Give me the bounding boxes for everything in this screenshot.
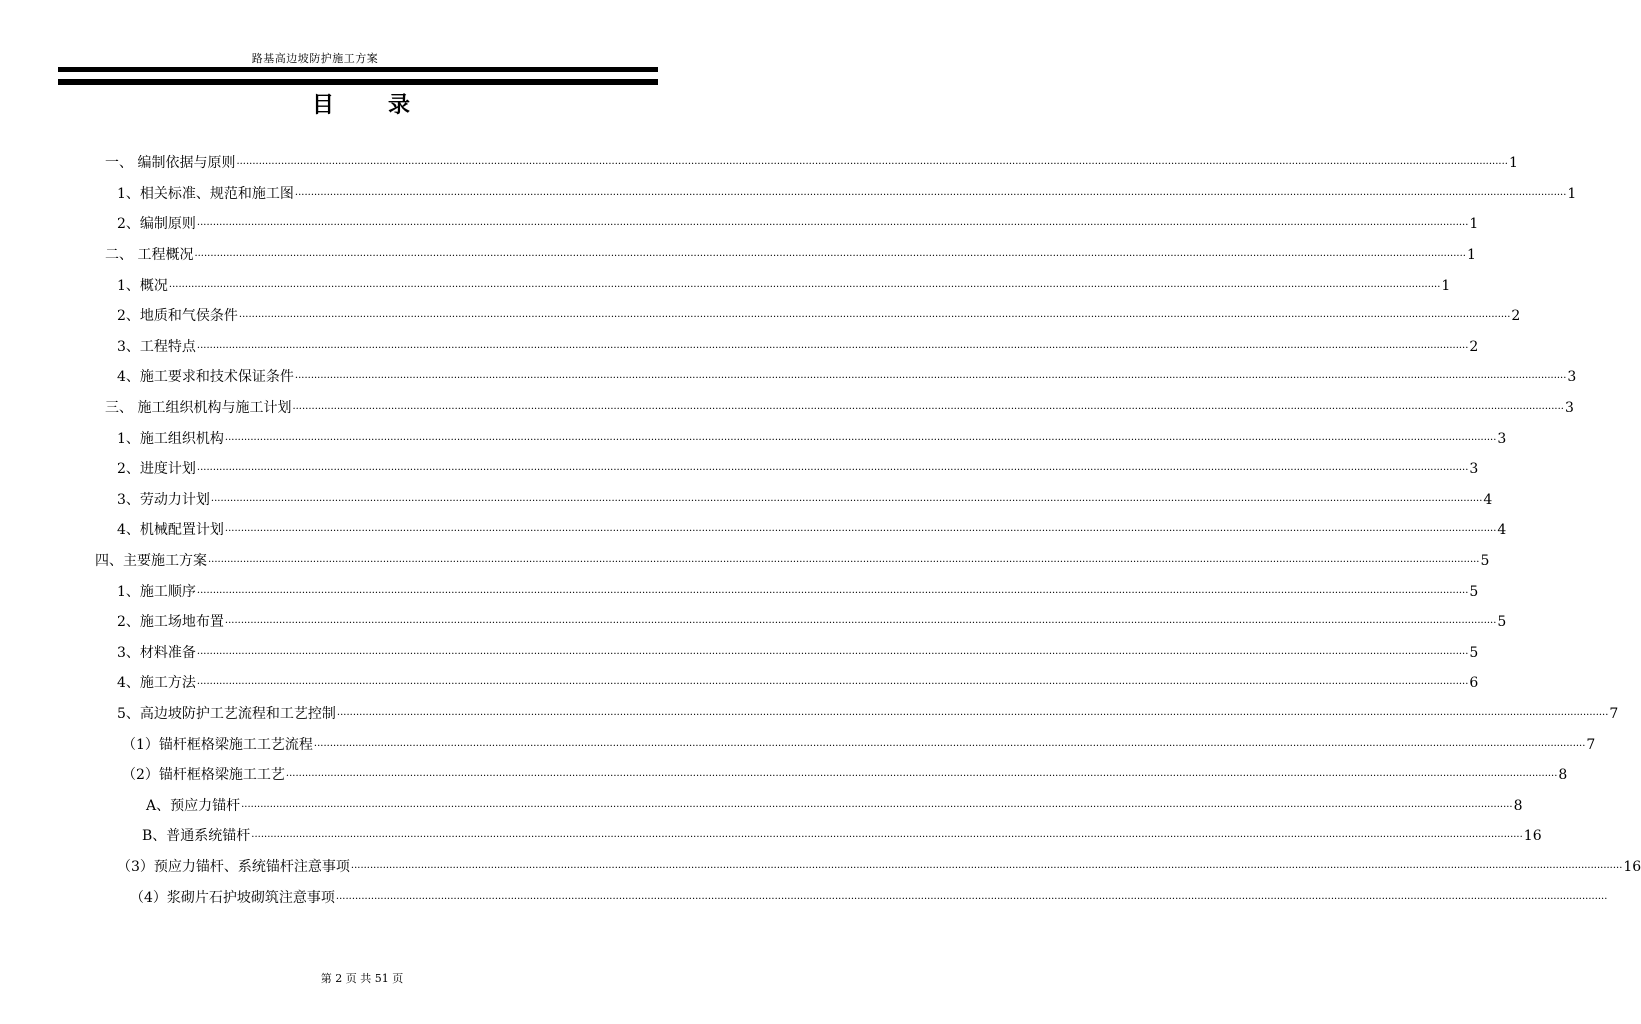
- toc-entry-line: [142, 825, 1542, 845]
- toc-entry-line: [105, 244, 1476, 264]
- toc-entry-label: 3、劳动力计划: [117, 491, 210, 508]
- toc-leader-dots: ················································································································································································································································································································································································································: [196, 220, 1469, 232]
- toc-entry-line: [117, 856, 1641, 876]
- toc-entry-page-number: 5: [1497, 614, 1507, 631]
- toc-entry-line: [117, 519, 1507, 539]
- toc-entry: [0, 545, 1490, 576]
- toc-entry-label: 1、施工组织机构: [117, 430, 224, 447]
- toc-leader-dots: ················································································································································································································································································································································································································: [313, 740, 1586, 752]
- toc-entry: [0, 637, 1479, 668]
- toc-entry-label: 3、工程特点: [117, 338, 196, 355]
- toc-entry-label: B、普通系统锚杆: [142, 828, 251, 845]
- toc-entry-label: 2、编制原则: [117, 216, 196, 233]
- toc-entry-label: 5、高边坡防护工艺流程和工艺控制: [117, 705, 336, 722]
- toc-entry-page-number: 1: [1441, 277, 1451, 294]
- page-footer: 第 2 页 共 51 页: [320, 972, 404, 985]
- toc-entry-line: [117, 428, 1507, 448]
- toc-leader-dots: ················································································································································································································································································································································································································: [236, 159, 1508, 171]
- toc-entry-line: [117, 642, 1479, 662]
- toc-entry: [0, 178, 1577, 209]
- toc-entry-label: 二、 工程概况: [105, 247, 194, 264]
- toc-entry: [0, 239, 1476, 270]
- toc-entry: [0, 728, 1596, 759]
- toc-entry: [0, 208, 1479, 239]
- toc-leader-dots: ················································································································································································································································································································································································································: [208, 557, 1480, 569]
- toc-entry-line: [117, 183, 1577, 203]
- toc-entry-page-number: 1: [1469, 216, 1479, 233]
- toc-entry-line: [117, 213, 1479, 233]
- toc-leader-dots: ················································································································································································································································································································································································································: [335, 893, 1608, 905]
- toc-entry-page-number: 16: [1523, 828, 1542, 845]
- toc-entry-page-number: 3: [1564, 400, 1574, 417]
- toc-entry-line: [105, 397, 1574, 417]
- toc-entry-page-number: 3: [1469, 461, 1479, 478]
- page-title: [0, 88, 724, 119]
- toc-entry-label: （1）锚杆框格梁施工工艺流程: [122, 736, 313, 753]
- toc-entry-label: 2、施工场地布置: [117, 614, 224, 631]
- header-rule-top: [58, 67, 658, 72]
- toc-entry: [0, 453, 1479, 484]
- toc-entry-page-number: 8: [1558, 767, 1568, 784]
- toc-entry-line: [122, 764, 1568, 784]
- toc-leader-dots: ················································································································································································································································································································································································································: [224, 618, 1497, 630]
- toc-entry-page-number: 7: [1609, 705, 1619, 722]
- toc-entry: [0, 269, 1451, 300]
- toc-leader-dots: ················································································································································································································································································································································································································: [336, 709, 1609, 721]
- toc-entry-label: 三、 施工组织机构与施工计划: [105, 400, 292, 417]
- toc-entry-page-number: 5: [1469, 583, 1479, 600]
- toc-entry-page-number: 16: [1623, 858, 1641, 875]
- toc-entry-page-number: 5: [1480, 553, 1490, 570]
- toc-entry: [0, 881, 1608, 912]
- toc-leader-dots: ················································································································································································································································································································································································································: [196, 679, 1469, 691]
- toc-leader-dots: ················································································································································································································································································································································································································: [210, 495, 1483, 507]
- toc-entry-line: [117, 703, 1619, 723]
- toc-leader-dots: ················································································································································································································································································································································································································: [251, 832, 1523, 844]
- toc-entry-line: [122, 734, 1596, 754]
- toc-entry-label: （2）锚杆框格梁施工工艺: [122, 767, 285, 784]
- toc-entry: [0, 392, 1574, 423]
- toc-entry: [0, 300, 1521, 331]
- header-rule-bottom: [58, 79, 658, 85]
- toc-leader-dots: ················································································································································································································································································································································································································: [224, 526, 1497, 538]
- toc-leader-dots: ················································································································································································································································································································································································································: [238, 312, 1511, 324]
- toc-leader-dots: ················································································································································································································································································································································································································: [196, 587, 1469, 599]
- toc-entry-line: [146, 795, 1523, 815]
- toc-entry-page-number: 3: [1567, 369, 1577, 386]
- toc-entry-line: [117, 672, 1479, 692]
- toc-leader-dots: ················································································································································································································································································································································································································: [350, 862, 1623, 874]
- toc-entry-label: 2、地质和气侯条件: [117, 308, 238, 325]
- toc-entry-page-number: 7: [1586, 736, 1596, 753]
- toc-entry-label: A、预应力锚杆: [146, 797, 241, 814]
- toc-entry: [0, 422, 1507, 453]
- toc-leader-dots: ················································································································································································································································································································································································································: [194, 251, 1466, 263]
- toc-entry-label: 1、施工顺序: [117, 583, 196, 600]
- toc-entry-page-number: 2: [1511, 308, 1521, 325]
- toc-leader-dots: ················································································································································································································································································································································································································: [285, 771, 1558, 783]
- toc-entry-line: [130, 887, 1608, 907]
- toc-entry: [0, 484, 1493, 515]
- toc-entry-label: （3）预应力锚杆、系统锚杆注意事项: [117, 858, 350, 875]
- toc-entry-page-number: 1: [1466, 247, 1476, 264]
- running-header: 路基高边坡防护施工方案: [251, 52, 379, 65]
- toc-entry-label: 1、相关标准、规范和施工图: [117, 185, 294, 202]
- toc-entry-page-number: 4: [1483, 491, 1493, 508]
- toc-entry-label: 一、 编制依据与原则: [105, 155, 236, 172]
- title-char-right: 录: [388, 93, 413, 118]
- toc-entry: [0, 514, 1507, 545]
- toc-entry-label: 四、主要施工方案: [95, 553, 207, 570]
- toc-entry-page-number: 1: [1508, 155, 1518, 172]
- toc-entry-line: [117, 275, 1451, 295]
- toc-leader-dots: ················································································································································································································································································································································································································: [294, 189, 1567, 201]
- toc-entry-page-number: 1: [1567, 185, 1577, 202]
- toc-leader-dots: ················································································································································································································································································································································································································: [196, 648, 1469, 660]
- toc-entry-line: [117, 489, 1493, 509]
- toc-entry: [0, 759, 1568, 790]
- toc-entry-label: 4、机械配置计划: [117, 522, 224, 539]
- toc-entry-page-number: 5: [1469, 644, 1479, 661]
- toc-entry-page-number: 3: [1497, 430, 1507, 447]
- toc-entry: [0, 147, 1518, 178]
- toc-entry: [0, 851, 1641, 882]
- toc-leader-dots: ················································································································································································································································································································································································································: [168, 281, 1441, 293]
- toc-entry-line: [95, 550, 1490, 570]
- toc-leader-dots: ················································································································································································································································································································································································································: [196, 465, 1469, 477]
- toc-leader-dots: ················································································································································································································································································································································································································: [224, 434, 1497, 446]
- toc-entry-line: [117, 366, 1577, 386]
- toc-entry-page-number: 8: [1513, 797, 1523, 814]
- toc-entry-label: （4）浆砌片石护坡砌筑注意事项: [130, 889, 335, 906]
- toc-entry: [0, 698, 1619, 729]
- toc-leader-dots: ················································································································································································································································································································································································································: [196, 342, 1469, 354]
- toc-entry: [0, 820, 1542, 851]
- table-of-contents: [0, 147, 1641, 912]
- toc-entry-label: 3、材料准备: [117, 644, 196, 661]
- toc-entry-line: [117, 305, 1521, 325]
- toc-entry: [0, 606, 1507, 637]
- toc-entry: [0, 331, 1479, 362]
- toc-leader-dots: ················································································································································································································································································································································································································: [241, 801, 1513, 813]
- toc-entry-label: 4、施工方法: [117, 675, 196, 692]
- toc-entry-line: [117, 336, 1479, 356]
- toc-entry-page-number: 6: [1469, 675, 1479, 692]
- toc-entry: [0, 575, 1479, 606]
- toc-entry-line: [117, 611, 1507, 631]
- toc-entry-line: [117, 581, 1479, 601]
- title-char-left: 目: [311, 93, 336, 118]
- toc-entry-label: 1、概况: [117, 277, 168, 294]
- toc-entry-line: [117, 458, 1479, 478]
- toc-entry-label: 4、施工要求和技术保证条件: [117, 369, 294, 386]
- toc-entry: [0, 667, 1479, 698]
- toc-entry: [0, 789, 1523, 820]
- toc-leader-dots: ················································································································································································································································································································································································································: [292, 404, 1564, 416]
- toc-entry-line: [105, 152, 1518, 172]
- toc-entry-label: 2、进度计划: [117, 461, 196, 478]
- toc-entry-page-number: 4: [1497, 522, 1507, 539]
- toc-entry-page-number: 2: [1469, 338, 1479, 355]
- toc-entry: [0, 361, 1577, 392]
- toc-leader-dots: ················································································································································································································································································································································································································: [294, 373, 1567, 385]
